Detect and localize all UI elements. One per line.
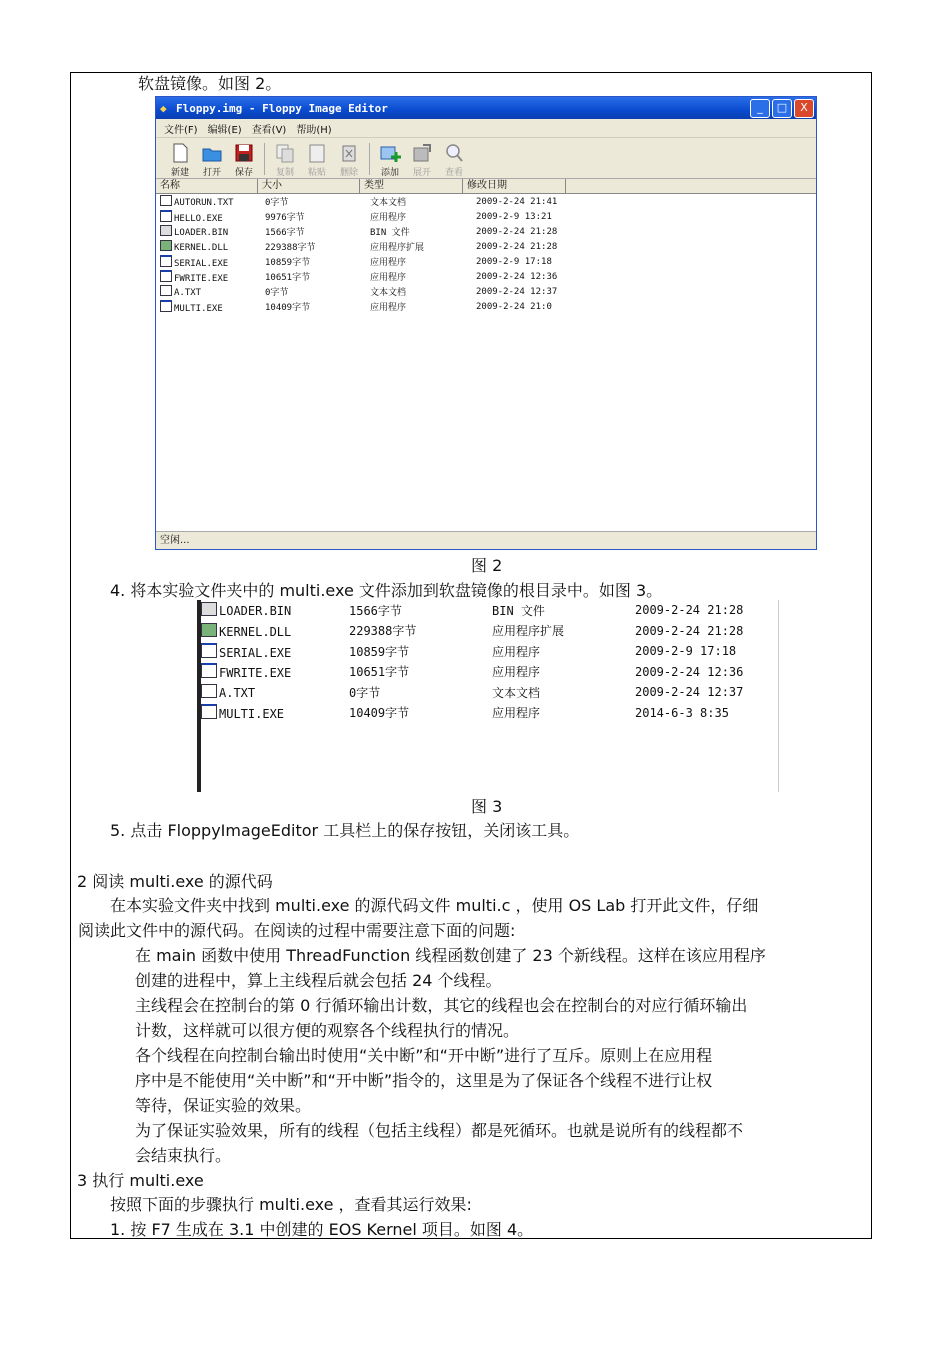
- file-name: A.TXT: [201, 684, 349, 700]
- file-date: 2009-2-24 12:37: [476, 286, 558, 297]
- txt-file-icon: [160, 285, 172, 296]
- toolbar-separator: [369, 143, 370, 175]
- bin-file-icon: [201, 602, 217, 616]
- figure-3-caption: 图 3: [471, 797, 503, 816]
- section-3-paragraph: 按照下面的步骤执行 multi.exe ，查看其运行效果:: [110, 1195, 472, 1214]
- file-name: FWRITE.EXE: [156, 270, 261, 284]
- note-line: 会结束执行。: [135, 1146, 232, 1165]
- close-button[interactable]: X: [794, 99, 814, 118]
- file-date: 2014-6-3 8:35: [635, 705, 729, 720]
- title-bar: [156, 97, 816, 119]
- file-type: 应用程序: [370, 213, 407, 223]
- file-size: 1566字节: [265, 228, 305, 238]
- toolbar-new-button[interactable]: 新建: [164, 142, 196, 178]
- file-size: 10651字节: [265, 273, 311, 283]
- file-size: 229388字节: [265, 243, 316, 253]
- file-date: 2009-2-24 21:28: [476, 241, 558, 252]
- copy-icon: [274, 142, 296, 164]
- file-type: 应用程序: [492, 644, 541, 659]
- toolbar-view-button[interactable]: 查看: [438, 142, 470, 178]
- file-size: 10859字节: [265, 258, 311, 268]
- file-name: LOADER.BIN: [156, 225, 261, 238]
- new-file-icon: [169, 142, 191, 164]
- file-type: BIN 文件: [492, 603, 545, 618]
- file-size: 9976字节: [265, 213, 305, 223]
- file-size: 10651字节: [349, 665, 410, 680]
- toolbar: [156, 138, 816, 179]
- toolbar-open-button[interactable]: 打开: [196, 142, 228, 178]
- file-type: 文本文档: [370, 288, 407, 298]
- file-name: MULTI.EXE: [156, 300, 261, 314]
- file-size: 0字节: [349, 685, 381, 700]
- note-line: 创建的进程中，算上主线程后就会包括 24 个线程。: [135, 971, 502, 990]
- file-type: 应用程序扩展: [492, 624, 565, 639]
- exe-file-icon: [160, 255, 172, 267]
- file-size: 10409字节: [349, 706, 410, 721]
- toolbar-add-button[interactable]: 添加: [374, 142, 406, 178]
- window-title: Floppy.img - Floppy Image Editor: [176, 101, 388, 115]
- expand-icon: [411, 142, 433, 164]
- file-name: KERNEL.DLL: [201, 623, 349, 639]
- note-line: 各个线程在向控制台输出时使用“关中断”和“开中断”进行了互斥。原则上在应用程: [135, 1046, 713, 1065]
- file-date: 2009-2-24 12:37: [635, 685, 744, 700]
- file-size: 1566字节: [349, 603, 402, 618]
- file-row[interactable]: [156, 239, 816, 254]
- exe-file-icon: [160, 210, 172, 222]
- txt-file-icon: [160, 195, 172, 206]
- column-type[interactable]: 类型: [360, 179, 463, 193]
- file-row[interactable]: [156, 284, 816, 299]
- maximize-button[interactable]: □: [772, 99, 792, 118]
- toolbar-save-button[interactable]: 保存: [228, 142, 260, 178]
- file-date: 2009-2-9 17:18: [476, 256, 552, 267]
- menu-help[interactable]: 帮助(H): [296, 124, 332, 136]
- file-name: HELLO.EXE: [156, 210, 261, 224]
- dll-file-icon: [160, 240, 172, 251]
- column-name[interactable]: 名称: [156, 179, 258, 193]
- section-2-paragraph-line-2: 阅读此文件中的源代码。在阅读的过程中需要注意下面的问题:: [78, 921, 516, 940]
- file-row[interactable]: [201, 621, 778, 642]
- note-line: 序中是不能使用“关中断”和“开中断”指令的，这里是为了保证各个线程不进行让权: [135, 1071, 713, 1090]
- file-date: 2009-2-24 21:28: [635, 623, 744, 638]
- note-line: 计数，这样就可以很方便的观察各个线程执行的情况。: [135, 1021, 520, 1040]
- file-row[interactable]: [156, 209, 816, 224]
- intro-line: 软盘镜像。如图 2。: [138, 74, 282, 93]
- minimize-button[interactable]: _: [750, 99, 770, 118]
- file-row[interactable]: [156, 269, 816, 284]
- file-name: A.TXT: [156, 285, 261, 298]
- file-date: 2009-2-24 12:36: [476, 271, 558, 282]
- file-size: 229388字节: [349, 624, 417, 639]
- figure-2-caption: 图 2: [471, 556, 503, 575]
- crop-rows: [201, 600, 778, 723]
- delete-icon: [338, 142, 360, 164]
- file-name: SERIAL.EXE: [201, 643, 349, 660]
- file-date: 2009-2-24 21:0: [476, 301, 552, 312]
- exe-file-icon: [160, 270, 172, 282]
- section-2-paragraph-line-1: 在本实验文件夹中找到 multi.exe 的源代码文件 multi.c ，使用 OS Lab 打开此文件，仔细: [110, 896, 759, 915]
- file-size: 0字节: [265, 198, 289, 208]
- bin-file-icon: [160, 225, 172, 236]
- file-type: 应用程序: [492, 665, 541, 680]
- file-list-header: [156, 179, 816, 194]
- exe-file-icon: [201, 704, 217, 719]
- floppy-editor-window: [155, 96, 817, 550]
- file-name: LOADER.BIN: [201, 602, 349, 618]
- file-type: 文本文档: [370, 198, 407, 208]
- note-line: 在 main 函数中使用 ThreadFunction 线程函数创建了 23 个新线程。这样在该应用程序: [135, 946, 766, 965]
- menu-bar: [156, 119, 816, 138]
- menu-edit[interactable]: 编辑(E): [207, 124, 242, 136]
- file-row[interactable]: [201, 662, 778, 683]
- file-date: 2009-2-9 13:21: [476, 211, 552, 222]
- exe-file-icon: [160, 300, 172, 312]
- step-5: 5. 点击 FloppyImageEditor 工具栏上的保存按钮，关闭该工具。: [110, 821, 580, 840]
- exe-file-icon: [201, 643, 217, 658]
- section-3-step-1: 1. 按 F7 生成在 3.1 中创建的 EOS Kernel 项目。如图 4。: [110, 1220, 534, 1239]
- file-size: 10409字节: [265, 303, 311, 313]
- section-2-title: 2 阅读 multi.exe 的源代码: [77, 872, 273, 891]
- file-type: BIN 文件: [370, 228, 410, 238]
- file-type: 应用程序: [370, 303, 407, 313]
- file-type: 文本文档: [492, 685, 541, 700]
- toolbar-paste-button[interactable]: 粘贴: [301, 142, 333, 178]
- toolbar-copy-button[interactable]: 复制: [269, 142, 301, 178]
- step-4: 4. 将本实验文件夹中的 multi.exe 文件添加到软盘镜像的根目录中。如图 3。: [110, 581, 663, 600]
- exe-file-icon: [201, 663, 217, 678]
- save-disk-icon: [233, 142, 255, 164]
- file-name: FWRITE.EXE: [201, 663, 349, 680]
- floppy-app-icon: ◆: [160, 102, 167, 115]
- toolbar-expand-button[interactable]: 展开: [406, 142, 438, 178]
- file-name: AUTORUN.TXT: [156, 195, 261, 208]
- file-date: 2009-2-24 21:28: [635, 603, 744, 618]
- magnifier-icon: [443, 142, 465, 164]
- file-row[interactable]: [201, 682, 778, 703]
- note-line: 为了保证实验效果，所有的线程（包括主线程）都是死循环。也就是说所有的线程都不: [135, 1121, 744, 1140]
- file-row[interactable]: [201, 703, 778, 724]
- column-size[interactable]: 大小: [258, 179, 360, 193]
- file-row[interactable]: [201, 600, 778, 621]
- file-row[interactable]: [156, 224, 816, 239]
- file-row[interactable]: [156, 194, 816, 209]
- note-line: 等待，保证实验的效果。: [135, 1096, 312, 1115]
- section-3-title: 3 执行 multi.exe: [77, 1171, 204, 1190]
- file-type: 应用程序: [492, 706, 541, 721]
- note-line: 主线程会在控制台的第 0 行循环输出计数，其它的线程也会在控制台的对应行循环输出: [135, 996, 748, 1015]
- file-date: 2009-2-24 12:36: [635, 664, 744, 679]
- file-size: 10859字节: [349, 644, 410, 659]
- file-row[interactable]: [156, 299, 816, 314]
- status-bar: 空闲...: [156, 531, 816, 549]
- toolbar-delete-button[interactable]: 删除: [333, 142, 365, 178]
- file-list-crop: [197, 600, 779, 792]
- file-type: 应用程序: [370, 273, 407, 283]
- file-list: [156, 194, 816, 314]
- txt-file-icon: [201, 684, 217, 698]
- file-date: 2009-2-9 17:18: [635, 644, 737, 659]
- file-date: 2009-2-24 21:28: [476, 226, 558, 237]
- dll-file-icon: [201, 623, 217, 637]
- toolbar-separator: [264, 143, 265, 175]
- file-name: MULTI.EXE: [201, 704, 349, 721]
- add-file-icon: [379, 142, 401, 164]
- paste-icon: [306, 142, 328, 164]
- menu-view[interactable]: 查看(V): [251, 124, 287, 136]
- window-controls: [750, 99, 814, 118]
- file-size: 0字节: [265, 288, 289, 298]
- open-folder-icon: [201, 142, 223, 164]
- file-row[interactable]: [201, 641, 778, 662]
- file-row[interactable]: [156, 254, 816, 269]
- file-name: KERNEL.DLL: [156, 240, 261, 253]
- file-date: 2009-2-24 21:41: [476, 196, 558, 207]
- menu-file[interactable]: 文件(F): [164, 124, 198, 136]
- file-type: 应用程序扩展: [370, 243, 425, 253]
- file-type: 应用程序: [370, 258, 407, 268]
- column-date[interactable]: 修改日期: [463, 179, 566, 193]
- file-name: SERIAL.EXE: [156, 255, 261, 269]
